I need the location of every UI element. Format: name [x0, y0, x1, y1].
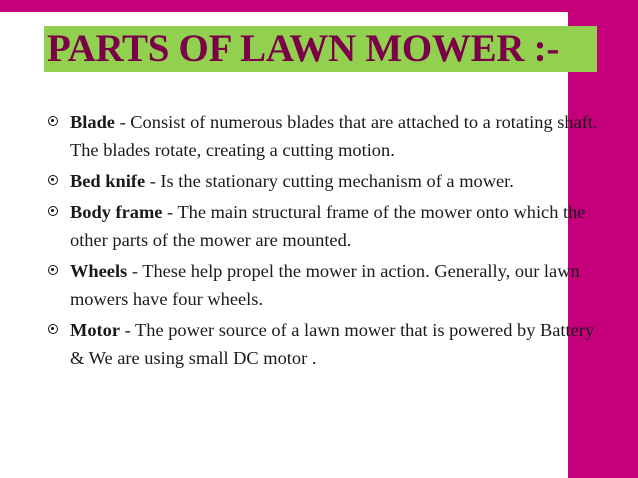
bullet-item-blade — [46, 108, 606, 164]
circle-bullet-icon — [48, 206, 58, 216]
item-term: Blade — [70, 112, 115, 132]
item-term: Bed knife — [70, 171, 146, 191]
item-term: Motor — [70, 320, 121, 340]
bullet-item-motor — [46, 316, 606, 372]
slide-title: PARTS OF LAWN MOWER :- — [47, 27, 560, 70]
item-term: Body frame — [70, 202, 163, 222]
bullet-list — [46, 108, 606, 375]
circle-bullet-icon — [48, 324, 58, 334]
item-description: - The power source of a lawn mower that is powered by Battery & We are using small DC motor . — [70, 320, 595, 368]
circle-bullet-icon — [48, 175, 58, 185]
item-description: - Is the stationary cutting mechanism of a mower. — [145, 171, 514, 191]
top-accent-bar — [0, 0, 638, 12]
bullet-item-wheels — [46, 257, 606, 313]
circle-bullet-icon — [48, 116, 58, 126]
bullet-item-bed-knife — [46, 167, 606, 195]
bullet-item-body-frame — [46, 198, 606, 254]
item-term: Wheels — [70, 261, 128, 281]
item-description: - Consist of numerous blades that are attached to a rotating shaft. The blades rotate, creating a cutting motion. — [70, 112, 598, 160]
circle-bullet-icon — [48, 265, 58, 275]
item-description: - These help propel the mower in action. Generally, our lawn mowers have four wheels. — [70, 261, 580, 309]
item-description: - The main structural frame of the mower onto which the other parts of the mower are mounted. — [70, 202, 586, 250]
